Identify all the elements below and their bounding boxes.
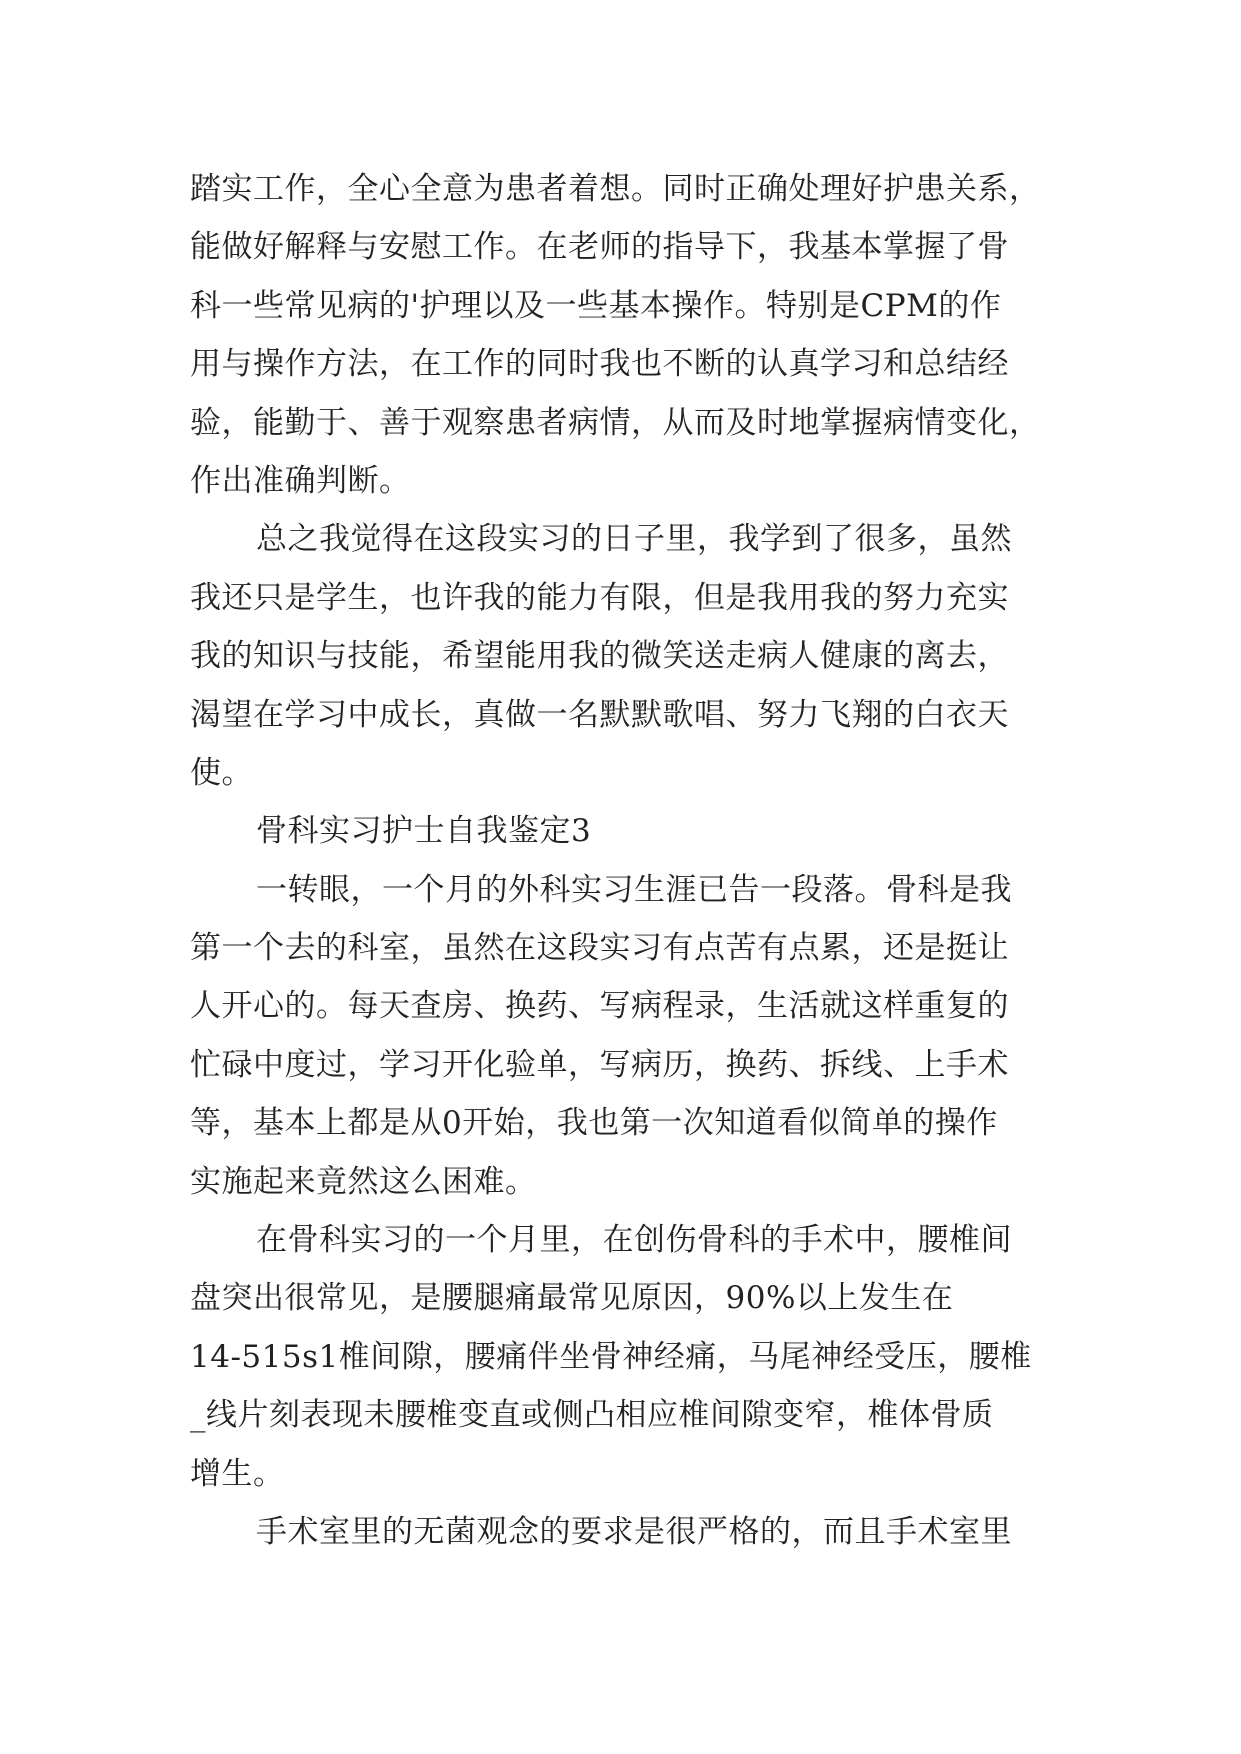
paragraph	[190, 510, 1070, 802]
paragraph	[190, 1503, 1070, 1561]
text-line: 忙碌中度过，学习开化验单，写病历，换药、拆线、上手术	[190, 1046, 1009, 1083]
text-line: 渴望在学习中成长，真做一名默默歌唱、努力飞翔的白衣天	[190, 696, 1009, 733]
text-line: 验，能勤于、善于观察患者病情，从而及时地掌握病情变化，	[190, 404, 1041, 441]
text-line: 科一些常见病的'护理以及一些基本操作。特别是CPM的作	[190, 287, 1002, 324]
text-line: 14-515s1椎间隙，腰痛伴坐骨神经痛，马尾神经受压，腰椎	[190, 1338, 1032, 1375]
text-line: 作出准确判断。	[190, 462, 411, 499]
paragraph	[190, 160, 1070, 510]
text-line: 盘突出很常见，是腰腿痛最常见原因，90%以上发生在	[190, 1280, 954, 1317]
text-line: 能做好解释与安慰工作。在老师的指导下，我基本掌握了骨	[190, 229, 1009, 266]
text-line: 一转眼，一个月的外科实习生涯已告一段落。骨科是我	[256, 871, 1012, 908]
text-line: 手术室里的无菌观念的要求是很严格的，而且手术室里	[256, 1513, 1012, 1550]
text-line: 在骨科实习的一个月里，在创伤骨科的手术中，腰椎间	[256, 1222, 1012, 1259]
text-line: 总之我觉得在这段实习的日子里，我学到了很多，虽然	[256, 521, 1012, 558]
text-line: 我的知识与技能，希望能用我的微笑送走病人健康的离去，	[190, 638, 1009, 675]
text-line: 踏实工作，全心全意为患者着想。同时正确处理好护患关系，	[190, 171, 1041, 207]
text-line: 使。	[190, 754, 253, 791]
paragraph	[190, 861, 1070, 1211]
text-line: 第一个去的科室，虽然在这段实习有点苦有点累，还是挺让	[190, 930, 1009, 967]
section-title: 骨科实习护士自我鉴定3	[256, 813, 592, 850]
text-line: 等，基本上都是从0开始，我也第一次知道看似简单的操作	[190, 1105, 998, 1142]
paragraph	[190, 1211, 1070, 1503]
text-line: 我还只是学生，也许我的能力有限，但是我用我的努力充实	[190, 579, 1009, 616]
document-body	[190, 160, 1070, 1561]
section-heading	[190, 802, 1070, 860]
text-line: 增生。	[190, 1455, 285, 1492]
text-line: 用与操作方法，在工作的同时我也不断的认真学习和总结经	[190, 346, 1009, 383]
text-line: _线片刻表现未腰椎变直或侧凸相应椎间隙变窄，椎体骨质	[190, 1397, 994, 1434]
text-line: 实施起来竟然这么困难。	[190, 1163, 537, 1200]
text-line: 人开心的。每天查房、换药、写病程录，生活就这样重复的	[190, 988, 1009, 1025]
